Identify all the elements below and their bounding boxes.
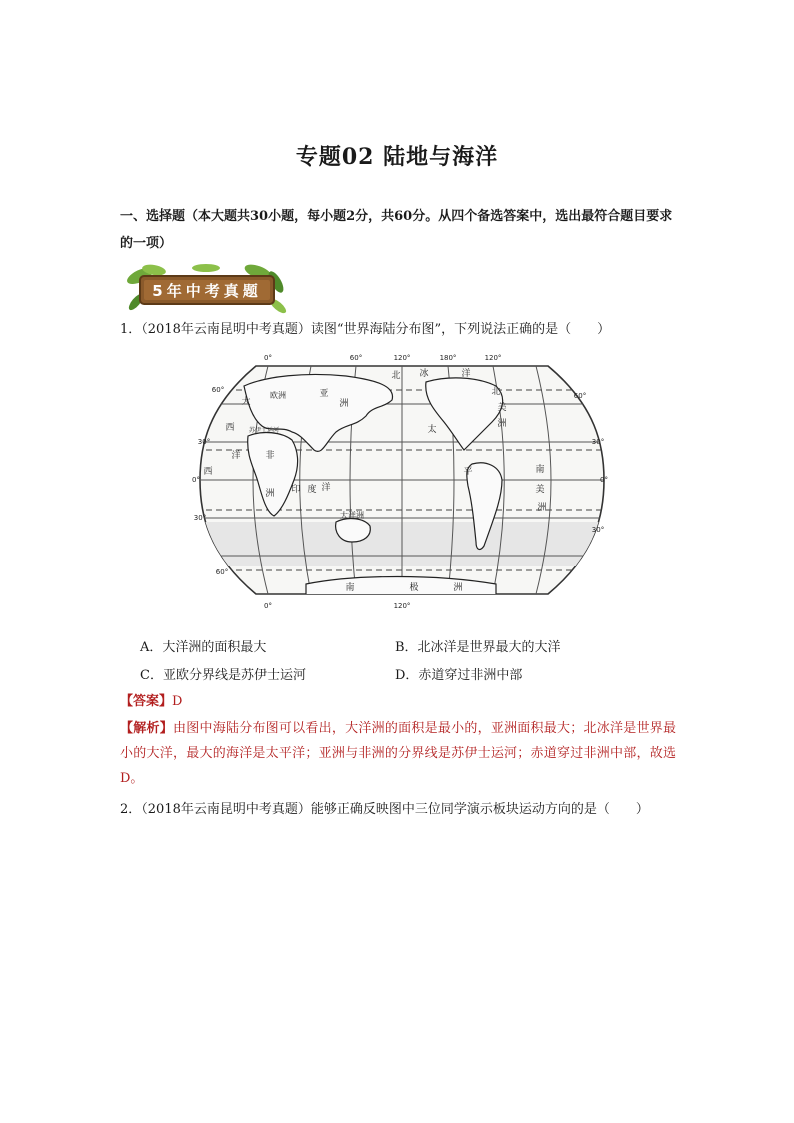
section-heading: 一、选择题（本大题共30小题，每小题2分，共60分。从四个备选答案中，选出最符合题目要求的一项） [120, 209, 673, 251]
question-1-stem: 1．（2018年云南昆明中考真题）读图“世界海陆分布图”，下列说法正确的是（ ） [120, 322, 611, 337]
svg-text:120°: 120° [484, 354, 502, 362]
svg-text:洲: 洲 [497, 419, 507, 429]
svg-text:极: 极 [409, 583, 419, 593]
option-a[interactable]: A．大洋洲的面积最大 [140, 640, 267, 655]
option-b[interactable]: B．北冰洋是世界最大的大洋 [395, 640, 561, 655]
question-2-stem: 2．（2018年云南昆明中考真题）能够正确反映图中三位同学演示板块运动方向的是（ ） [120, 802, 649, 817]
analysis-block [120, 716, 676, 791]
svg-text:非: 非 [265, 451, 275, 461]
svg-text:洲: 洲 [265, 489, 275, 499]
page-title: 专题02 陆地与海洋 [295, 144, 499, 170]
svg-text:0°: 0° [264, 354, 272, 362]
svg-text:0°: 0° [600, 476, 608, 484]
answer-tag: 【答案】 [120, 694, 173, 709]
svg-text:120°: 120° [393, 602, 411, 610]
svg-text:洲: 洲 [537, 503, 547, 513]
svg-text:度: 度 [307, 485, 317, 495]
svg-text:30°: 30° [193, 514, 207, 522]
banner-badge [126, 262, 286, 316]
svg-text:西: 西 [225, 423, 235, 433]
svg-text:60°: 60° [215, 568, 229, 576]
svg-text:南: 南 [345, 583, 355, 593]
analysis-tag: 【解析】 [120, 721, 173, 736]
svg-text:美: 美 [535, 485, 545, 495]
svg-text:0°: 0° [192, 476, 200, 484]
svg-text:30°: 30° [591, 526, 605, 534]
svg-text:180°: 180° [439, 354, 457, 362]
svg-text:欧洲: 欧洲 [270, 391, 286, 400]
answer-line [120, 690, 182, 709]
svg-text:60°: 60° [349, 354, 363, 362]
svg-text:洲: 洲 [339, 399, 349, 409]
svg-text:印: 印 [291, 485, 301, 495]
option-c[interactable]: C．亚欧分界线是苏伊士运河 [140, 668, 306, 683]
svg-text:亚: 亚 [319, 389, 329, 399]
svg-text:太: 太 [427, 425, 437, 435]
svg-text:洋: 洋 [461, 369, 471, 379]
svg-text:北: 北 [391, 371, 401, 381]
svg-text:60°: 60° [573, 392, 587, 400]
analysis-text: 由图中海陆分布图可以看出，大洋洲的面积是最小的，亚洲面积最大；北冰洋是世界最小的大洋，最大的海洋是太平洋；亚洲与非洲的分界线是苏伊士运河；赤道穿过非洲中部，故选D。 [120, 721, 676, 786]
answer-value: D [172, 694, 183, 709]
option-d[interactable]: D．赤道穿过非洲中部 [395, 668, 523, 683]
svg-text:西: 西 [203, 467, 213, 477]
svg-text:60°: 60° [211, 386, 225, 394]
svg-text:120°: 120° [393, 354, 411, 362]
svg-text:苏伊士运河: 苏伊士运河 [248, 427, 280, 434]
svg-text:洲: 洲 [453, 583, 463, 593]
svg-text:大洋洲: 大洋洲 [340, 511, 364, 520]
svg-text:美: 美 [497, 403, 507, 413]
svg-text:0°: 0° [264, 602, 272, 610]
svg-text:洋: 洋 [231, 451, 241, 461]
banner-label: 5年中考真题 [152, 282, 262, 300]
svg-text:大: 大 [241, 397, 251, 407]
svg-text:北: 北 [491, 387, 501, 397]
svg-text:冰: 冰 [419, 369, 429, 379]
world-map [192, 346, 608, 614]
svg-text:30°: 30° [197, 438, 211, 446]
svg-text:平: 平 [463, 467, 473, 477]
question-1-options [140, 636, 620, 686]
svg-text:洋: 洋 [321, 483, 331, 493]
svg-text:30°: 30° [591, 438, 605, 446]
svg-text:南: 南 [535, 465, 545, 475]
